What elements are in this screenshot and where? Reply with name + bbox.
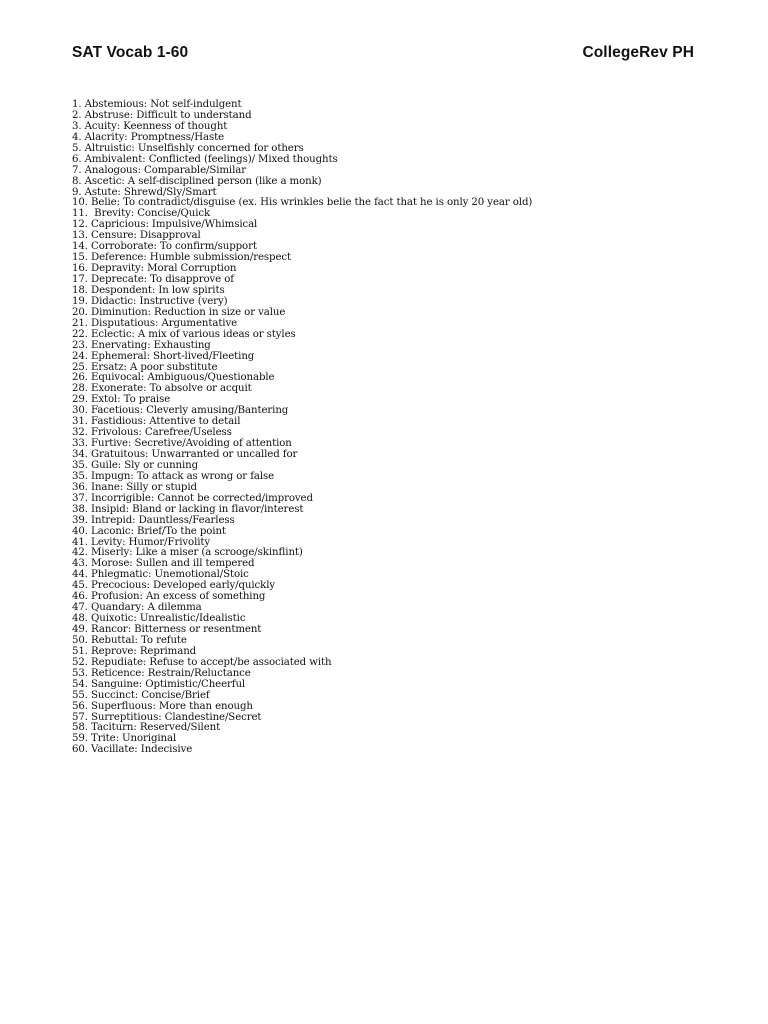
vocab-entry: 8. Ascetic: A self-disciplined person (like a monk) <box>72 175 322 187</box>
vocab-entry: 60. Vacillate: Indecisive <box>72 744 193 756</box>
vocab-entry: 4. Alacrity: Promptness/Haste <box>72 131 225 143</box>
vocab-entry: 14. Corroborate: To confirm/support <box>72 241 257 253</box>
vocab-entry: 54. Sanguine: Optimistic/Cheerful <box>72 678 246 690</box>
vocab-entry: 43. Morose: Sullen and ill tempered <box>72 558 255 570</box>
vocab-entry: 57. Surreptitious: Clandestine/Secret <box>72 711 262 723</box>
vocab-entry: 32. Frivolous: Carefree/Useless <box>72 427 232 439</box>
vocab-entry: 17. Deprecate: To disapprove of <box>72 274 234 285</box>
vocab-entry: 29. Extol: To praise <box>72 394 171 406</box>
vocab-entry: 26. Equivocal: Ambiguous/Questionable <box>72 372 275 384</box>
vocab-entry: 39. Intrepid: Dauntless/Fearless <box>72 514 235 526</box>
vocab-entry: 41. Levity: Humor/Frivolity <box>72 536 211 548</box>
vocab-entry: 2. Abstruse: Difficult to understand <box>72 109 252 121</box>
vocab-entry: 45. Precocious: Developed early/quickly <box>72 580 276 592</box>
vocab-entry: 6. Ambivalent: Conflicted (feelings)/ Mixed thoughts <box>72 153 338 165</box>
vocab-entry: 18. Despondent: In low spirits <box>72 284 225 296</box>
vocab-entry: 22. Eclectic: A mix of various ideas or styles <box>72 328 296 340</box>
vocab-entry: 38. Insipid: Bland or lacking in flavor/interest <box>72 503 304 515</box>
vocab-entry: 7. Analogous: Comparable/Similar <box>72 164 246 176</box>
vocab-entry: 3. Acuity: Keenness of thought <box>72 120 228 132</box>
vocab-entry: 56. Superfluous: More than enough <box>72 700 253 712</box>
vocab-entry: 10. Belie: To contradict/disguise (ex. His wrinkles belie the fact that he is only 20 year old) <box>72 197 533 209</box>
vocab-entry: 40. Laconic: Brief/To the point <box>72 525 226 537</box>
vocab-entry: 28. Exonerate: To absolve or acquit <box>72 383 252 395</box>
brand-name: CollegeRev PH <box>582 44 694 61</box>
vocab-list <box>72 100 712 756</box>
vocab-entry: 35. Impugn: To attack as wrong or false <box>72 470 275 482</box>
vocab-entry: 24. Ephemeral: Short-lived/Fleeting <box>72 350 255 362</box>
vocab-entry: 58. Taciturn: Reserved/Silent <box>72 722 221 734</box>
vocab-entry: 15. Deference: Humble submission/respect <box>72 252 292 264</box>
vocab-entry: 34. Gratuitous: Unwarranted or uncalled for <box>72 449 298 460</box>
vocab-entry: 30. Facetious: Cleverly amusing/Bantering <box>72 405 289 417</box>
page-header <box>72 42 694 64</box>
vocab-entry: 51. Reprove: Reprimand <box>72 645 197 657</box>
vocab-entry: 59. Trite: Unoriginal <box>72 733 177 745</box>
document-title: SAT Vocab 1-60 <box>72 44 189 61</box>
vocab-entry: 53. Reticence: Restrain/Reluctance <box>72 667 251 679</box>
vocab-entry: 21. Disputatious: Argumentative <box>72 317 238 329</box>
vocab-entry: 49. Rancor: Bitterness or resentment <box>72 624 262 635</box>
vocab-entry: 47. Quandary: A dilemma <box>72 602 202 614</box>
vocab-entry: 36. Inane: Silly or stupid <box>72 481 197 493</box>
vocab-entry: 16. Depravity: Moral Corruption <box>72 263 237 275</box>
vocab-entry: 33. Furtive: Secretive/Avoiding of attention <box>72 438 292 450</box>
vocab-entry: 25. Ersatz: A poor substitute <box>72 361 218 373</box>
vocab-entry: 1. Abstemious: Not self-indulgent <box>72 99 242 110</box>
vocab-entry: 5. Altruistic: Unselfishly concerned for others <box>72 142 304 154</box>
vocab-entry: 37. Incorrigible: Cannot be corrected/improved <box>72 492 313 504</box>
vocab-entry: 35. Guile: Sly or cunning <box>72 459 199 471</box>
vocab-entry: 13. Censure: Disapproval <box>72 230 201 242</box>
vocab-entry: 12. Capricious: Impulsive/Whimsical <box>72 219 258 231</box>
vocab-entry: 50. Rebuttal: To refute <box>72 634 187 646</box>
vocab-entry: 23. Enervating: Exhausting <box>72 339 211 351</box>
vocab-entry: 42. Miserly: Like a miser (a scrooge/skinflint) <box>72 547 303 559</box>
vocab-entry: 9. Astute: Shrewd/Sly/Smart <box>72 186 217 198</box>
vocab-entry: 19. Didactic: Instructive (very) <box>72 295 228 307</box>
vocab-entry: 46. Profusion: An excess of something <box>72 591 266 603</box>
vocab-entry: 44. Phlegmatic: Unemotional/Stoic <box>72 569 249 581</box>
vocab-entry: 55. Succinct: Concise/Brief <box>72 689 210 701</box>
vocab-entry: 52. Repudiate: Refuse to accept/be associated with <box>72 656 332 668</box>
vocab-entry: 11. Brevity: Concise/Quick <box>72 208 211 220</box>
vocab-entry: 48. Quixotic: Unrealistic/Idealistic <box>72 613 246 625</box>
vocab-entry: 31. Fastidious: Attentive to detail <box>72 416 241 428</box>
vocab-entry: 20. Diminution: Reduction in size or value <box>72 306 286 318</box>
